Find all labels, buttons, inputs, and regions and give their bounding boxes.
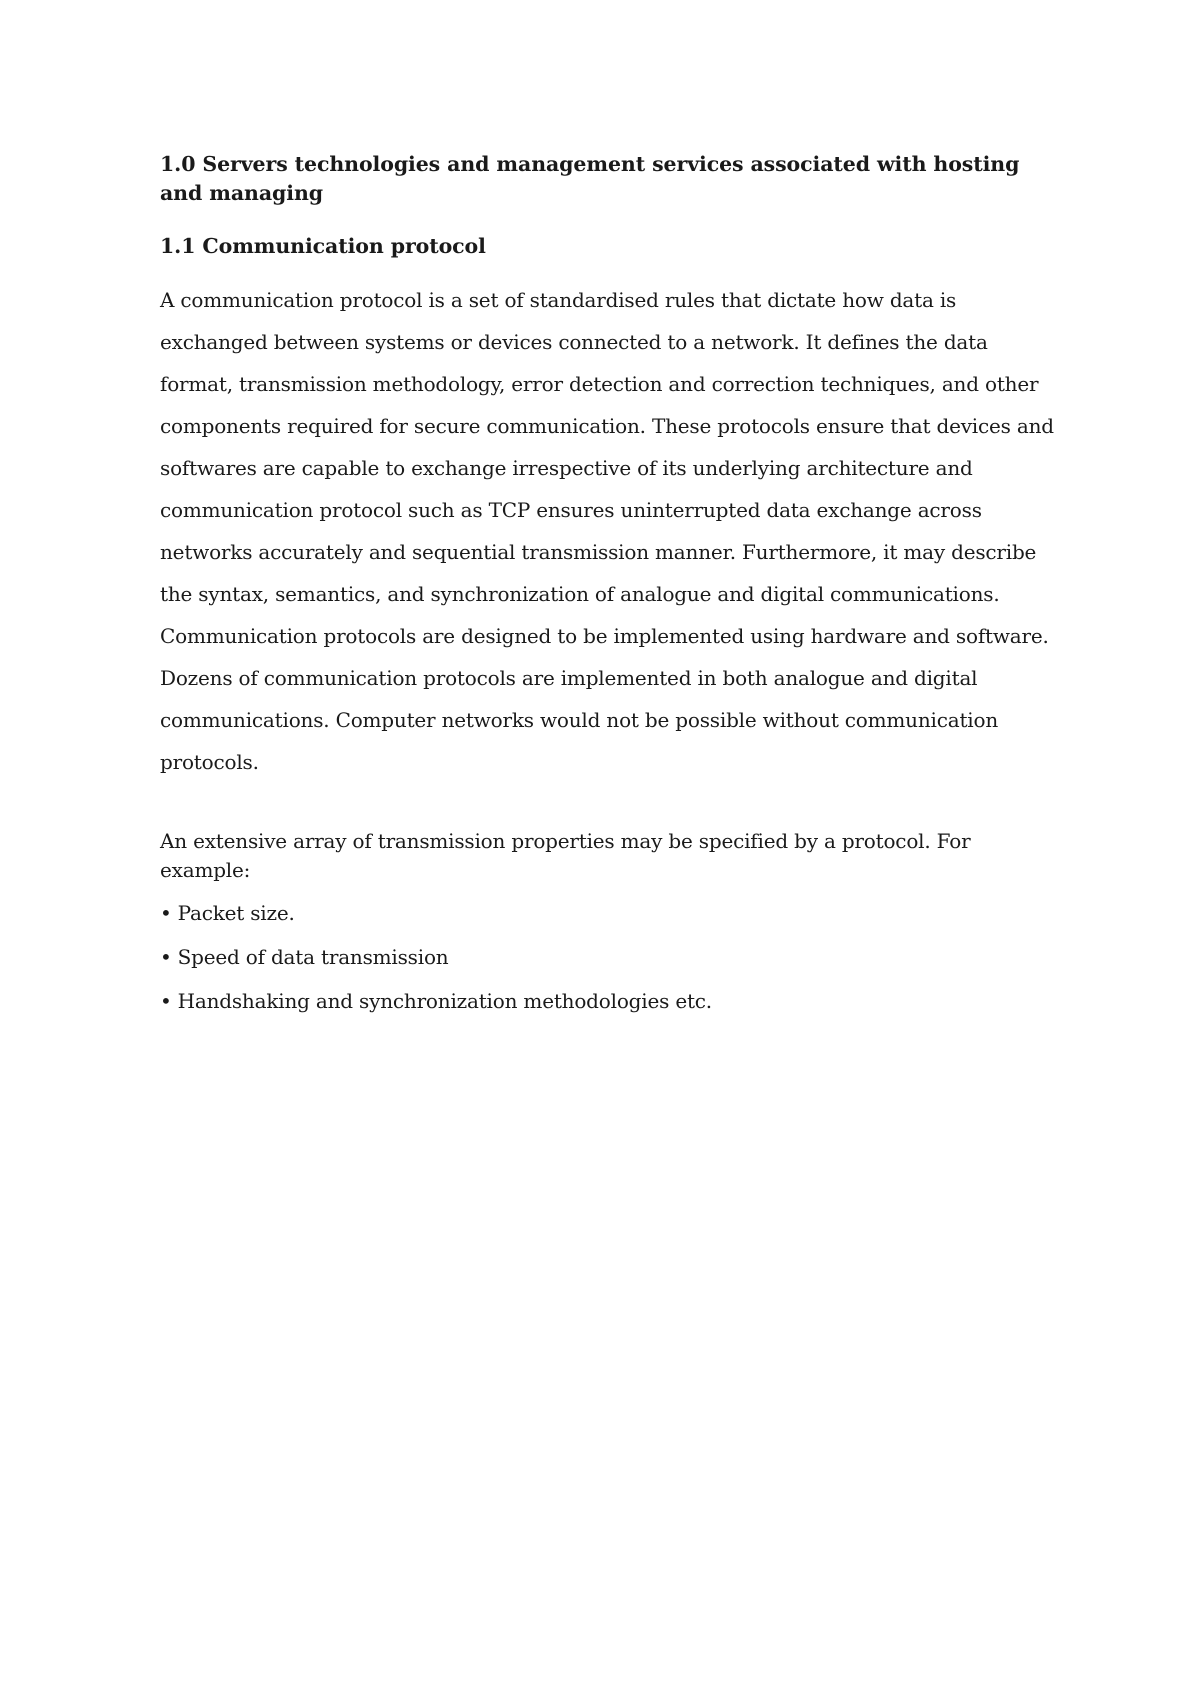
bullet-icon: • bbox=[160, 901, 172, 925]
document-body bbox=[160, 150, 1060, 1031]
subsection-heading: 1.1 Communication protocol bbox=[160, 234, 486, 258]
list-item-text: Speed of data transmission bbox=[177, 945, 449, 969]
list-item bbox=[160, 943, 1060, 972]
list-item-text: Packet size. bbox=[177, 901, 295, 925]
body-paragraph: A communication protocol is a set of standardised rules that dictate how data is exchanged between systems or devices connected to a network. It defines the data format, transmission methodology, error detection and correction techniques, and other components required for secure communication. These protocols ensure that devices and softwares are capable to exchange irrespective of its underlying architecture and communication protocol such as TCP ensures uninterrupted data exchange across networks accurately and sequential transmission manner. Furthermore, it may describe the syntax, semantics, and synchronization of analogue and digital communications. Communication protocols are designed to be implemented using hardware and software. Dozens of communication protocols are implemented in both analogue and digital communications. Computer networks would not be possible without communication protocols. bbox=[160, 288, 1054, 774]
list-item bbox=[160, 987, 1060, 1016]
bullet-icon: • bbox=[160, 989, 172, 1013]
list-item-text: Handshaking and synchronization methodologies etc. bbox=[177, 989, 712, 1013]
bullet-icon: • bbox=[160, 945, 172, 969]
section-heading: 1.0 Servers technologies and management services associated with hosting and managing bbox=[160, 152, 1020, 205]
list-item bbox=[160, 899, 1060, 928]
bullet-list bbox=[160, 899, 1060, 1016]
list-intro: An extensive array of transmission properties may be specified by a protocol. For example: bbox=[160, 829, 971, 882]
